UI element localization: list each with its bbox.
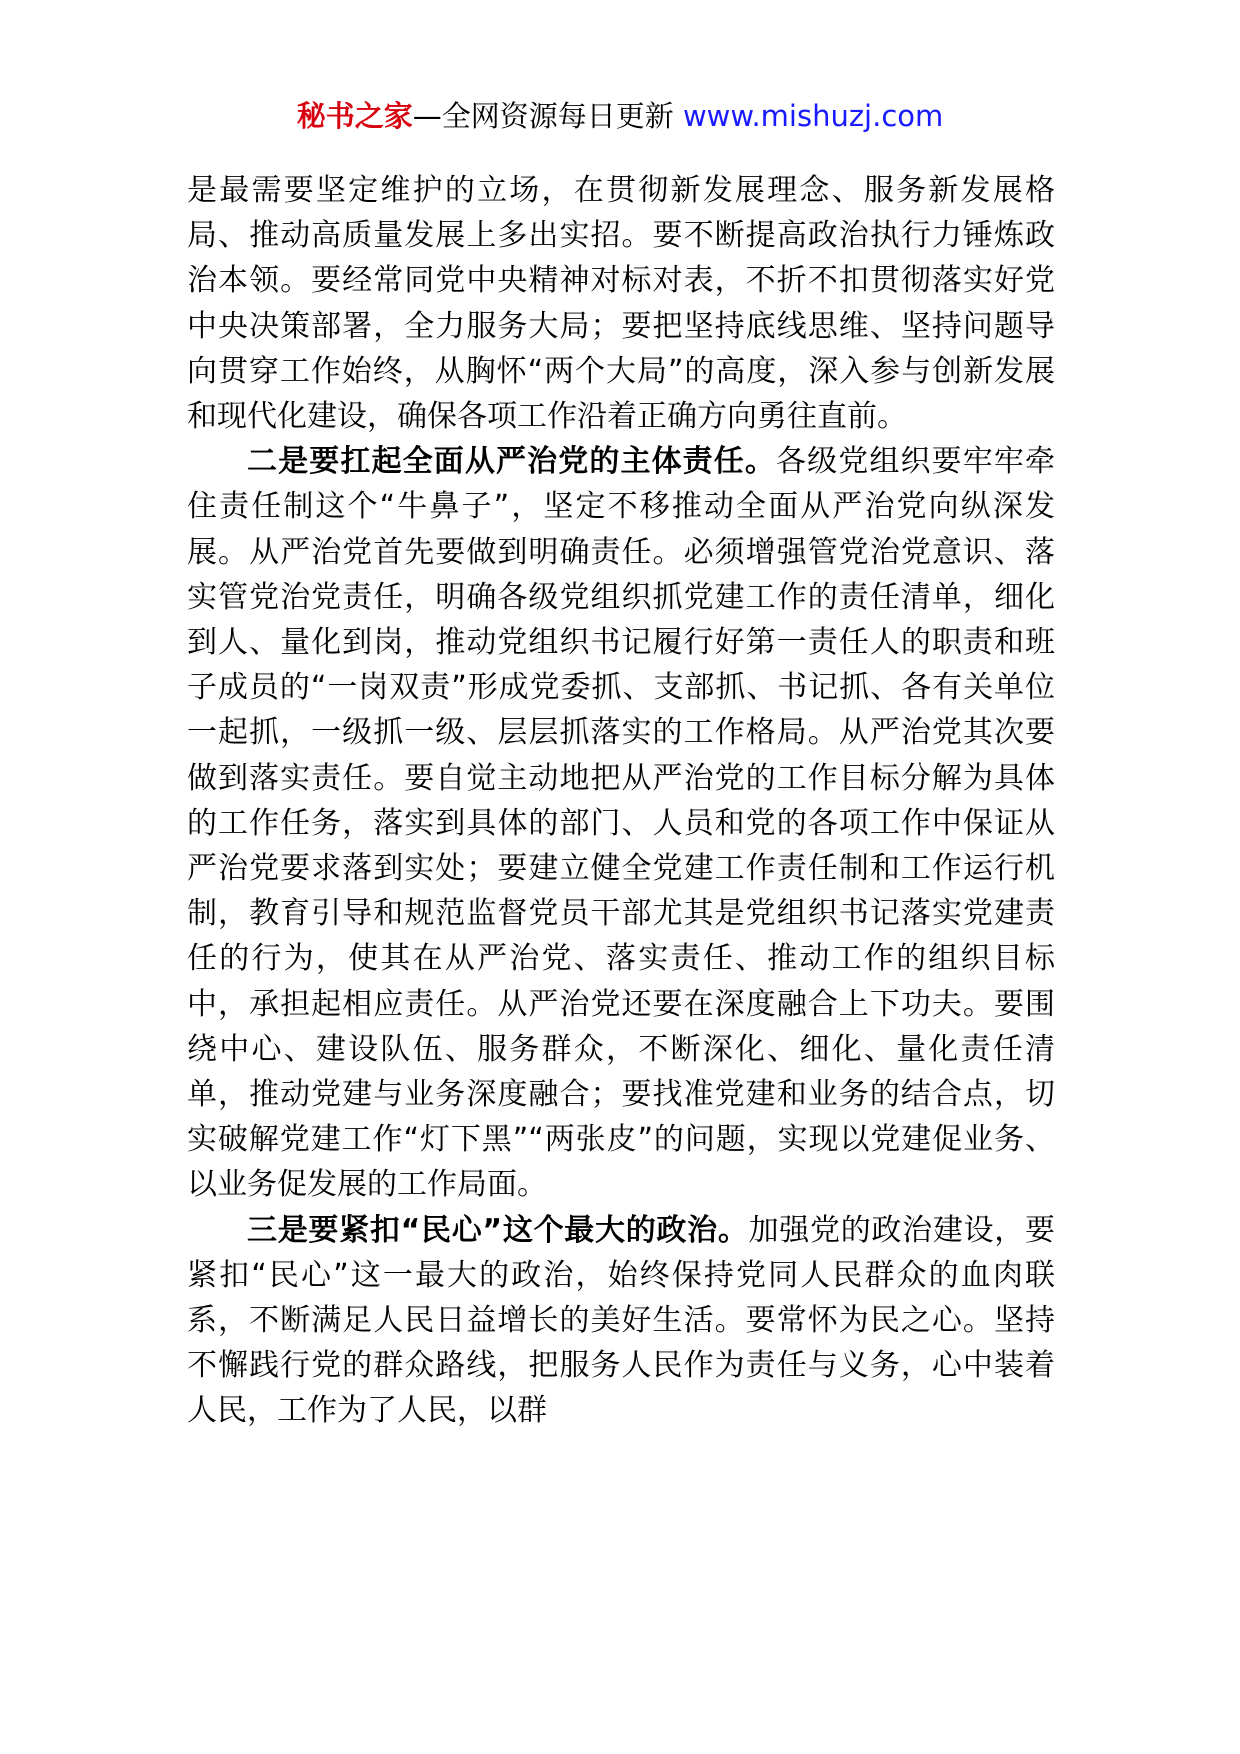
paragraph-heading: 三是要紧扣“民心”这个最大的政治。 xyxy=(247,1212,749,1248)
document-body xyxy=(187,168,1055,1434)
paragraph-text: 是最需要坚定维护的立场，在贯彻新发展理念、服务新发展格局、推动高质量发展上多出实招。要不断提高政治执行力锤炼政治本领。要经常同党中央精神对标对表，不折不扣贯彻落实好党中央决策部署，全力服务大局；要把坚持底线思维、坚持问题导向贯穿工作始终，从胸怀“两个大局”的高度，深入参与创新发展和现代化建设，确保各项工作沿着正确方向勇往直前。 xyxy=(187,173,1055,435)
paragraph-continuation xyxy=(187,168,1055,439)
paragraph-text: 各级党组织要牢牢牵住责任制这个“牛鼻子”，坚定不移推动全面从严治党向纵深发展。从严治党首先要做到明确责任。必须增强管党治党意识、落实管党治党责任，明确各级党组织抓党建工作的责任清单，细化到人、量化到岗，推动党组织书记履行好第一责任人的职责和班子成员的“一岗双责”形成党委抓、支部抓、书记抓、各有关单位一起抓，一级抓一级、层层抓落实的工作格局。从严治党其次要做到落实责任。要自觉主动地把从严治党的工作目标分解为具体的工作任务，落实到具体的部门、人员和党的各项工作中保证从严治党要求落到实处；要建立健全党建工作责任制和工作运行机制，教育引导和规范监督党员干部尤其是党组织书记落实党建责任的行为，使其在从严治党、落实责任、推动工作的组织目标中，承担起相应责任。从严治党还要在深度融合上下功夫。要围绕中心、建设队伍、服务群众，不断深化、细化、量化责任清单，推动党建与业务深度融合；要找准党建和业务的结合点，切实破解党建工作“灯下黑”“两张皮”的问题，实现以党建促业务、以业务促发展的工作局面。 xyxy=(187,444,1056,1203)
paragraph-point-two xyxy=(187,439,1055,1207)
paragraph-text: 加强党的政治建设，要紧扣“民心”这一最大的政治，始终保持党同人民群众的血肉联系，不断满足人民日益增长的美好生活。要常怀为民之心。坚持不懈践行党的群众路线，把服务人民作为责任与义务，心中装着人民，工作为了人民，以群 xyxy=(187,1212,1056,1429)
paragraph-heading: 二是要扛起全面从严治党的主体责任。 xyxy=(247,444,777,480)
site-url-link[interactable]: www.mishuzj.com xyxy=(682,99,944,133)
site-header xyxy=(0,96,1240,136)
paragraph-point-three xyxy=(187,1208,1055,1434)
site-brand: 秘书之家 xyxy=(296,99,413,133)
site-tagline: —全网资源每日更新 xyxy=(412,99,683,133)
